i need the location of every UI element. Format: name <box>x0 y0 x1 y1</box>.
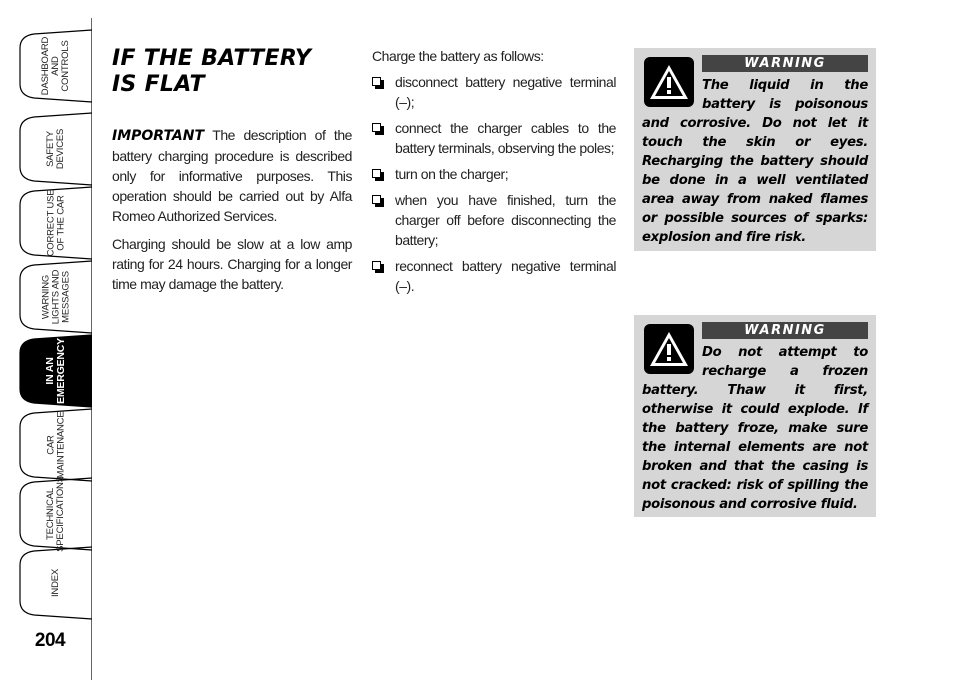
exclamation-triangle-icon <box>644 57 694 107</box>
important-paragraph <box>112 125 352 226</box>
important-text: The description of the battery charging procedure is described only for informative purposes. This operation should be carried out by Alfa Romeo Authorized Services. <box>112 127 352 224</box>
procedure-intro: Charge the battery as follows: <box>372 48 544 64</box>
step-text: turn on the charger; <box>395 166 509 182</box>
checkbox-bullet-icon <box>372 261 381 270</box>
chapter-tab-strip <box>0 0 92 692</box>
warning-heading: WARNING <box>702 322 868 339</box>
warning-box-frozen-battery <box>634 315 876 517</box>
title-line-2: IS FLAT <box>112 72 205 97</box>
battery-intro-column <box>112 46 352 302</box>
tab-safety-devices[interactable] <box>20 113 92 185</box>
tab-correct-use[interactable] <box>20 187 92 259</box>
procedure-steps <box>372 72 616 296</box>
tab-index[interactable] <box>20 547 92 619</box>
tab-dashboard-and-controls[interactable] <box>20 30 92 102</box>
checkbox-bullet-icon <box>372 77 381 86</box>
warning-heading: WARNING <box>702 55 868 72</box>
tab-label: DASHBOARD AND CONTROLS <box>39 36 71 96</box>
warning-box-poisonous-liquid <box>634 48 876 251</box>
warning-text: The liquid in the battery is poisonous and corrosive. Do not let it touch the skin or eyes. Recharging the battery should be done in a well ventilated area away from naked flames or possible sources of sparks: explosion and fire risk. <box>642 78 868 245</box>
procedure-step <box>372 118 616 158</box>
tab-label: INDEX <box>49 568 61 598</box>
checkbox-bullet-icon <box>372 123 381 132</box>
tab-warning-lights[interactable] <box>20 261 92 333</box>
charging-rate-paragraph: Charging should be slow at a low amp rating for 24 hours. Charging for a longer time may damage the battery. <box>112 236 352 292</box>
procedure-step <box>372 164 616 184</box>
step-text: when you have finished, turn the charger off before disconnecting the battery; <box>395 192 616 248</box>
tab-label: CORRECT USE OF THE CAR <box>45 189 66 257</box>
procedure-step <box>372 190 616 250</box>
step-text: reconnect battery negative terminal (–). <box>395 258 616 294</box>
tab-label: WARNING LIGHTS AND MESSAGES <box>40 269 71 325</box>
title-line-1: IF THE BATTERY <box>112 46 312 71</box>
checkbox-bullet-icon <box>372 195 381 204</box>
tab-technical-specifications[interactable] <box>20 478 92 550</box>
tab-label: IN AN EMERGENCY <box>43 338 67 404</box>
tab-label: CAR MAINTENANCE <box>44 411 66 479</box>
warning-text: Do not attempt to recharge a frozen battery. Thaw it first, otherwise it could explode. If the battery froze, make sure the internal elements are not broken and that the casing is not cracked: risk of spilling the poisonous and corrosive fluid. <box>642 345 868 512</box>
page-title <box>112 46 352 98</box>
step-text: disconnect battery negative terminal (–); <box>395 74 616 110</box>
tab-label: TECHNICAL SPECIFICATIONS <box>45 476 66 552</box>
procedure-step <box>372 256 616 296</box>
tab-in-an-emergency[interactable] <box>20 335 92 407</box>
page-number: 204 <box>34 630 66 651</box>
tab-label: SAFETY DEVICES <box>45 128 66 170</box>
step-text: connect the charger cables to the battery terminals, observing the poles; <box>395 120 616 156</box>
tab-car-maintenance[interactable] <box>20 409 92 481</box>
procedure-step <box>372 72 616 112</box>
charging-procedure-column <box>372 46 616 302</box>
exclamation-triangle-icon <box>644 324 694 374</box>
checkbox-bullet-icon <box>372 169 381 178</box>
important-keyword: IMPORTANT <box>112 128 205 144</box>
